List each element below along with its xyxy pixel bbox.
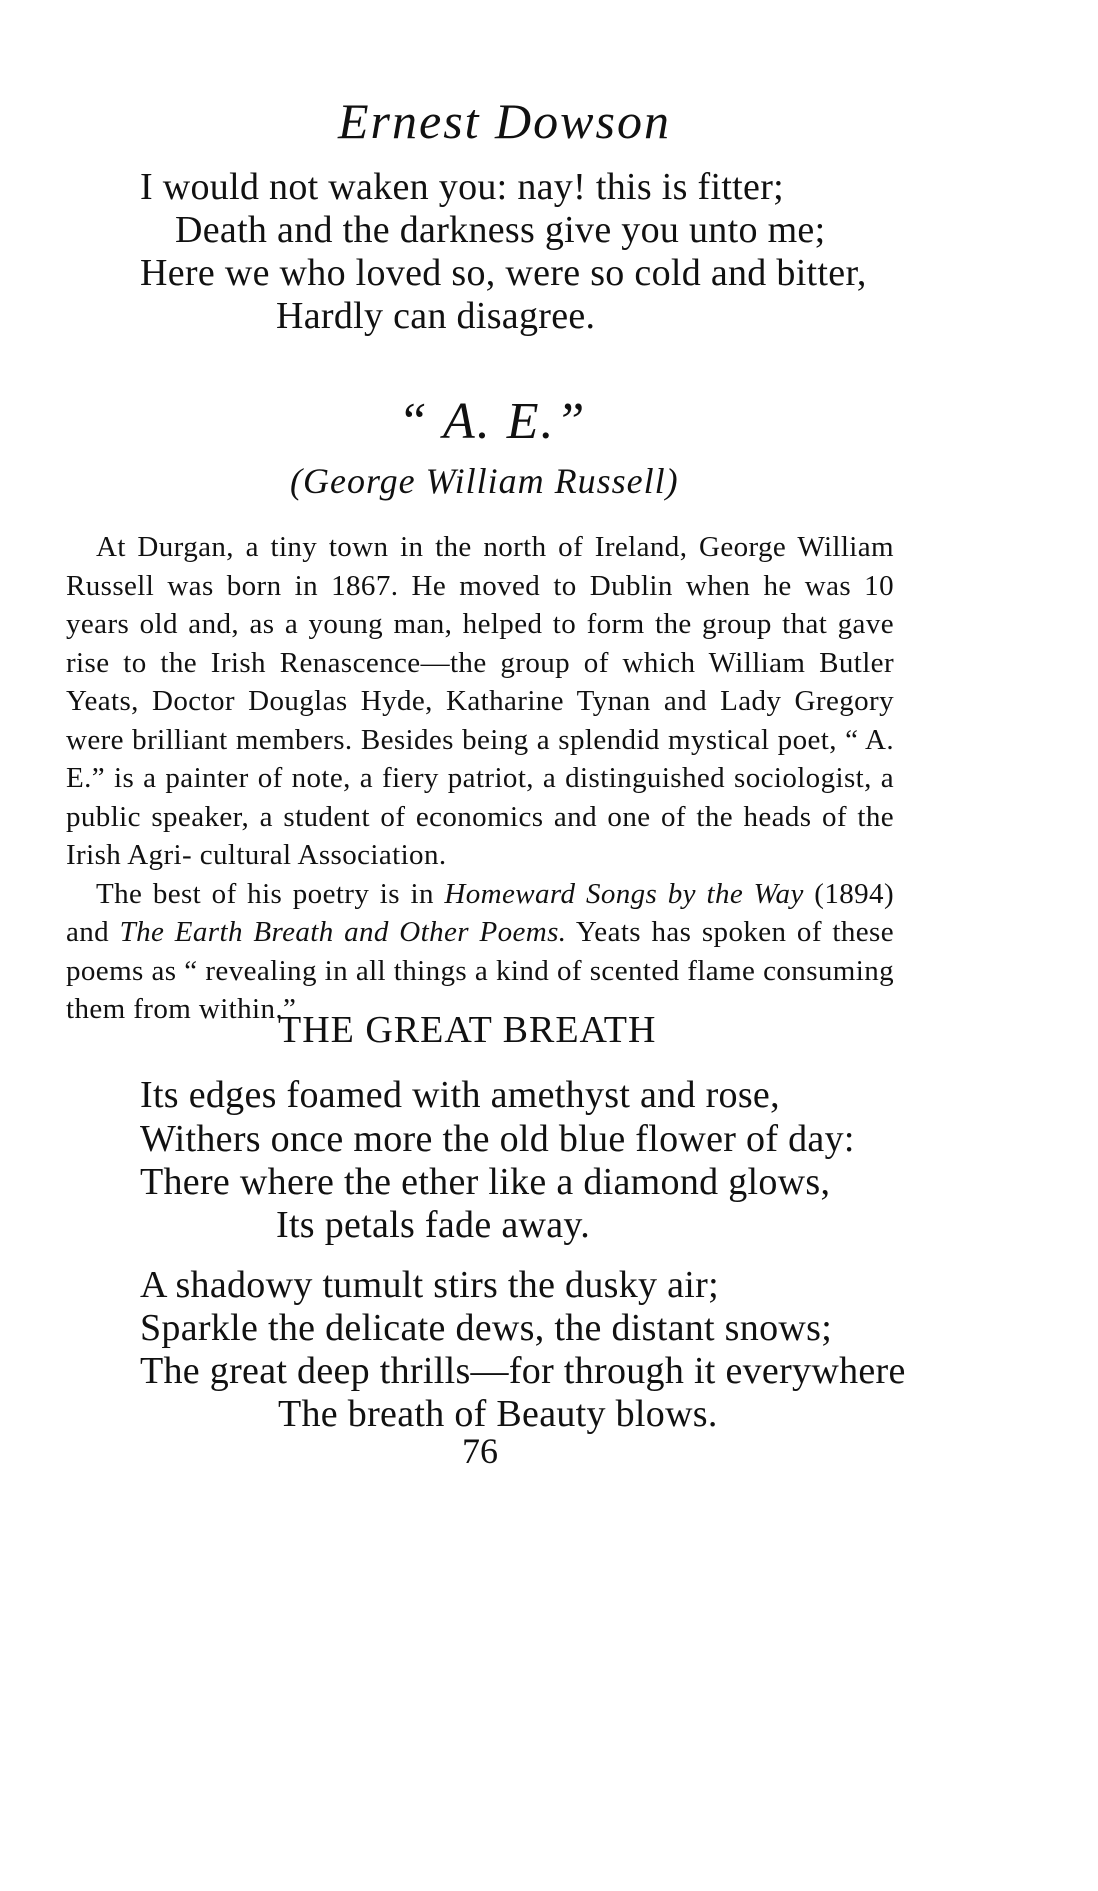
verse-line: I would not waken you: nay! this is fitter; <box>140 166 785 208</box>
verse-line: Here we who loved so, were so cold and bitter, <box>140 252 867 294</box>
book-title: The Earth Breath and Other Poems. <box>119 916 567 948</box>
page-number: 76 <box>462 1431 498 1471</box>
verse-line: Its edges foamed with amethyst and rose, <box>140 1074 780 1116</box>
bio-line: he was 10 years old and, as a young man, helped to form <box>66 569 894 640</box>
bio-line: student of economics and one of the heads of the Irish Agri- <box>66 800 894 871</box>
verse-line: Its petals fade away. <box>276 1204 591 1246</box>
poem-title: THE GREAT BREATH <box>278 1009 657 1051</box>
verse-line: A shadowy tumult stirs the dusky air; <box>140 1264 719 1306</box>
bio-line: the group that gave rise to the Irish Renascence—the group of <box>66 608 894 679</box>
bio-line: cultural Association. <box>199 839 447 871</box>
bio-text: Yeats has <box>566 916 692 948</box>
verse-line: Hardly can disagree. <box>276 295 596 337</box>
verse-line: Withers once more the old blue flower of day: <box>140 1118 855 1160</box>
bio-line: being a splendid mystical poet, “ A. E.” is a painter of note, <box>66 723 895 794</box>
bio-line: William Russell was born in 1867. He moved to Dublin when <box>66 531 894 602</box>
bio-line: which William Butler Yeats, Doctor Douglas Hyde, Katharine <box>66 646 894 717</box>
biography <box>66 528 894 1029</box>
book-title: Homeward Songs by the Way <box>444 877 804 910</box>
bio-text: The best of his poetry is in <box>96 877 445 910</box>
author-realname-text: (George William Russell) <box>290 461 679 501</box>
bio-paragraph-1 <box>66 528 894 875</box>
bio-line: scented flame consuming them from within.” <box>66 954 894 1025</box>
author-heading-ae: “ A. E.” <box>398 393 587 450</box>
verse-line: The breath of Beauty blows. <box>278 1393 718 1435</box>
bio-line: Tynan and Lady Gregory were brilliant members. Besides <box>66 685 894 756</box>
bio-line: spoken of these poems as “ revealing in all things a kind of <box>66 916 894 987</box>
bio-line: a fiery patriot, a distinguished sociologist, a public speaker, a <box>66 762 894 833</box>
verse-line: The great deep thrills—for through it everywhere <box>140 1350 906 1392</box>
bio-line: At Durgan, a tiny town in the north of Ireland, George <box>96 531 787 563</box>
author-realname <box>290 460 679 502</box>
verse-line: Sparkle the delicate dews, the distant snows; <box>140 1307 833 1349</box>
bio-text: (1894) and <box>66 877 894 948</box>
bio-paragraph-2 <box>66 875 894 1029</box>
verse-line: There where the ether like a diamond glows, <box>140 1161 831 1203</box>
author-heading-dowson: Ernest Dowson <box>338 93 671 149</box>
verse-line: Death and the darkness give you unto me; <box>175 209 826 251</box>
